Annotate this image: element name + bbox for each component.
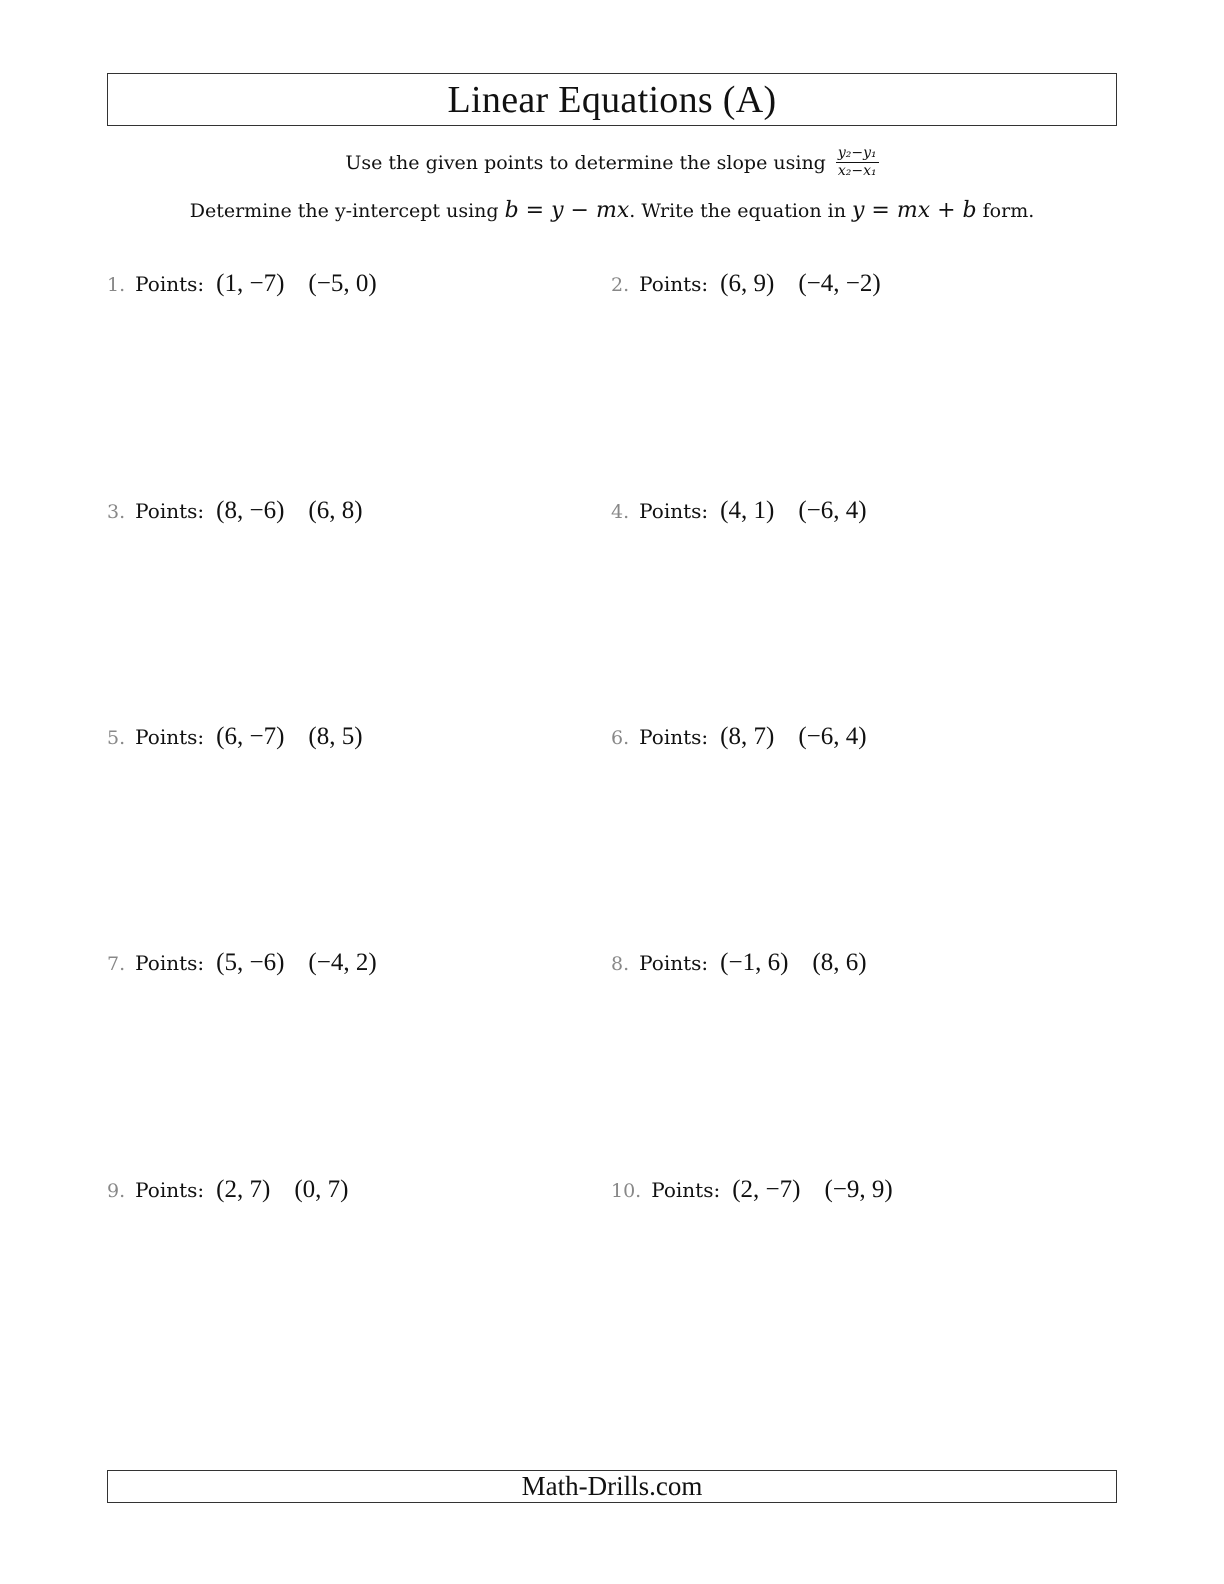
point-2: (8, 6) (812, 949, 867, 976)
footer-box (107, 1470, 1117, 1503)
problem-number: 3. (107, 501, 126, 523)
points-label: Points: (135, 1178, 205, 1202)
point-2: (0, 7) (294, 1176, 349, 1203)
point-1: (1, −7) (216, 270, 285, 297)
intercept-formula: b = y − mx (504, 198, 630, 223)
problem-9 (107, 1176, 372, 1204)
problem-number: 5. (107, 727, 126, 749)
instruction-intercept-part3: form. (976, 200, 1035, 222)
instruction-intercept-part2: . Write the equation in (629, 200, 852, 222)
problem-7 (107, 949, 401, 977)
points-label: Points: (639, 272, 709, 296)
problem-1 (107, 270, 401, 298)
point-1: (8, 7) (720, 723, 775, 750)
point-2: (6, 8) (308, 497, 363, 524)
point-1: (5, −6) (216, 949, 285, 976)
instruction-intercept-part1: Determine the y-intercept using (189, 200, 505, 222)
problem-number: 2. (611, 274, 630, 296)
point-2: (−4, −2) (798, 270, 881, 297)
problem-number: 6. (611, 727, 630, 749)
point-1: (−1, 6) (720, 949, 789, 976)
slope-numerator: y₂−y₁ (837, 145, 877, 161)
slope-fraction (836, 146, 879, 179)
point-1: (2, −7) (732, 1176, 801, 1203)
problem-6 (611, 723, 891, 751)
slope-intercept-formula: y = mx + b (851, 198, 977, 223)
problem-10 (611, 1176, 917, 1204)
problem-number: 9. (107, 1180, 126, 1202)
problem-number: 10. (611, 1180, 642, 1202)
points-label: Points: (135, 725, 205, 749)
points-label: Points: (135, 272, 205, 296)
problem-number: 1. (107, 274, 126, 296)
point-1: (6, 9) (720, 270, 775, 297)
instruction-slope (0, 146, 1224, 179)
point-1: (6, −7) (216, 723, 285, 750)
title-box (107, 73, 1117, 126)
points-label: Points: (639, 725, 709, 749)
footer-site-name: Math-Drills.com (521, 1471, 703, 1501)
point-1: (2, 7) (216, 1176, 271, 1203)
problem-5 (107, 723, 387, 751)
point-2: (−6, 4) (798, 723, 867, 750)
point-2: (−5, 0) (308, 270, 377, 297)
point-2: (−9, 9) (824, 1176, 893, 1203)
page-title: Linear Equations (A) (447, 78, 777, 121)
point-2: (−6, 4) (798, 497, 867, 524)
problem-3 (107, 497, 387, 525)
points-label: Points: (651, 1178, 721, 1202)
point-1: (8, −6) (216, 497, 285, 524)
problem-number: 7. (107, 953, 126, 975)
points-label: Points: (135, 499, 205, 523)
instruction-slope-text: Use the given points to determine the slope using (345, 151, 826, 174)
point-1: (4, 1) (720, 497, 775, 524)
points-label: Points: (135, 951, 205, 975)
problem-number: 8. (611, 953, 630, 975)
problem-2 (611, 270, 905, 298)
point-2: (8, 5) (308, 723, 363, 750)
points-label: Points: (639, 499, 709, 523)
problem-8 (611, 949, 891, 977)
points-label: Points: (639, 951, 709, 975)
problem-4 (611, 497, 891, 525)
point-2: (−4, 2) (308, 949, 377, 976)
problem-number: 4. (611, 501, 630, 523)
instruction-intercept (0, 198, 1224, 223)
slope-denominator: x₂−x₁ (837, 163, 877, 179)
